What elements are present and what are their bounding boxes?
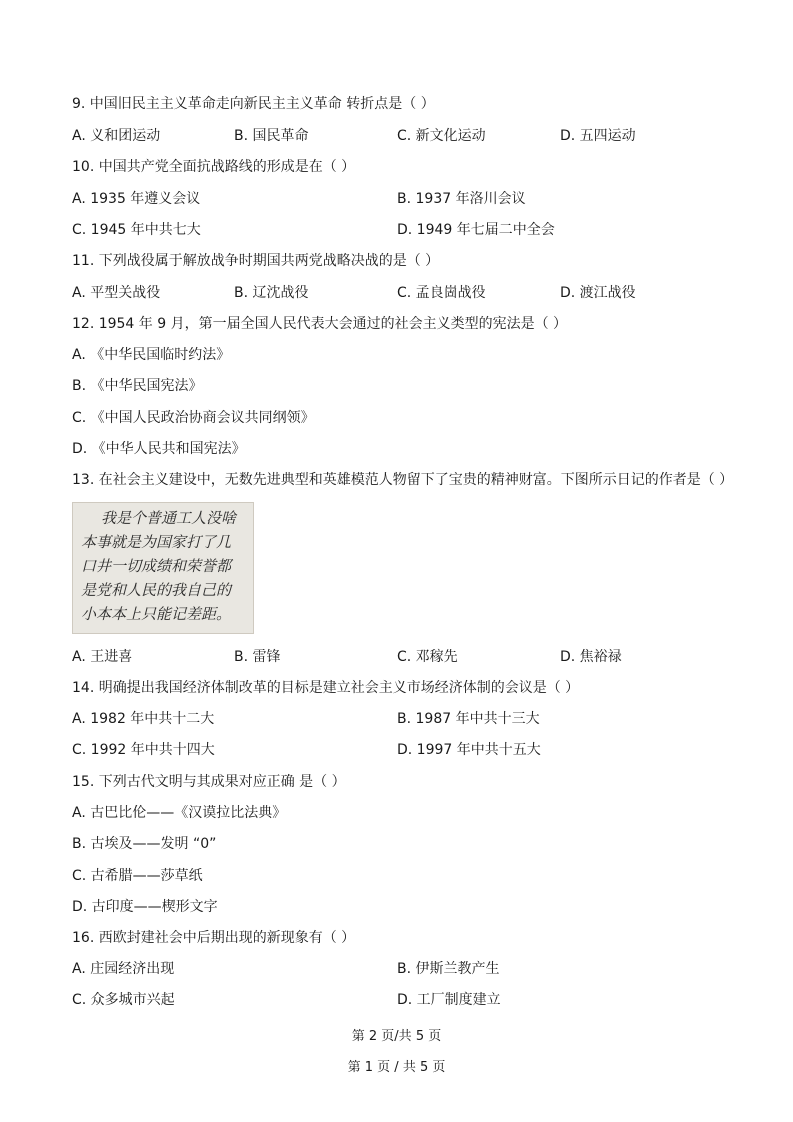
- q13-option-b: B. 雷锋: [234, 649, 281, 665]
- q11-option-b: B. 辽沈战役: [234, 285, 309, 301]
- q12-option-a: A. 《中华民国临时约法》: [72, 347, 231, 363]
- q9-option-d: D. 五四运动: [560, 128, 636, 144]
- question-14: 14. 明确提出我国经济体制改革的目标是建立社会主义市场经济体制的会议是（ ）: [72, 680, 580, 696]
- question-15: 15. 下列古代文明与其成果对应正确 是（ ）: [72, 774, 346, 790]
- diary-line-3: 口井一切成绩和荣誉都: [81, 557, 232, 575]
- q14-option-a: A. 1982 年中共十二大: [72, 711, 215, 727]
- question-12: 12. 1954 年 9 月，第一届全国人民代表大会通过的社会主义类型的宪法是（ ）: [72, 316, 568, 332]
- q10-option-a: A. 1935 年遵义会议: [72, 191, 201, 207]
- diary-line-4: 是党和人民的我自己的: [81, 581, 232, 599]
- q9-option-c: C. 新文化运动: [397, 128, 486, 144]
- question-16: 16. 西欧封建社会中后期出现的新现象有（ ）: [72, 930, 356, 946]
- q10-option-d: D. 1949 年七届二中全会: [397, 222, 555, 238]
- question-11: 11. 下列战役属于解放战争时期国共两党战略决战的是（ ）: [72, 253, 440, 269]
- diary-line-5: 小本本上只能记差距。: [81, 605, 232, 623]
- q12-option-d: D. 《中华人民共和国宪法》: [72, 441, 246, 457]
- q13-option-a: A. 王进喜: [72, 649, 133, 665]
- q16-option-b: B. 伊斯兰教产生: [397, 961, 500, 977]
- page-number-outer: 第 1 页 / 共 5 页: [347, 1060, 446, 1075]
- q15-option-b: B. 古埃及——发明 “0”: [72, 836, 217, 852]
- q12-option-c: C. 《中国人民政治协商会议共同纲领》: [72, 410, 315, 426]
- q10-option-c: C. 1945 年中共七大: [72, 222, 201, 238]
- q11-option-a: A. 平型关战役: [72, 285, 161, 301]
- q14-option-b: B. 1987 年中共十三大: [397, 711, 540, 727]
- q13-option-c: C. 邓稼先: [397, 649, 458, 665]
- page-number-inner: 第 2 页/共 5 页: [351, 1029, 442, 1044]
- diary-line-1: 我是个普通工人没啥: [101, 509, 237, 527]
- q11-option-c: C. 孟良崮战役: [397, 285, 486, 301]
- question-9: 9. 中国旧民主主义革命走向新民主主义革命 转折点是（ ）: [72, 96, 435, 112]
- question-10: 10. 中国共产党全面抗战路线的形成是在（ ）: [72, 159, 356, 175]
- q9-option-a: A. 义和团运动: [72, 128, 161, 144]
- q16-option-c: C. 众多城市兴起: [72, 992, 175, 1008]
- q14-option-d: D. 1997 年中共十五大: [397, 742, 541, 758]
- q13-option-d: D. 焦裕禄: [560, 649, 622, 665]
- q16-option-d: D. 工厂制度建立: [397, 992, 501, 1008]
- q15-option-d: D. 古印度——楔形文字: [72, 899, 218, 915]
- q15-option-c: C. 古希腊——莎草纸: [72, 868, 203, 884]
- q12-option-b: B. 《中华民国宪法》: [72, 378, 203, 394]
- q14-option-c: C. 1992 年中共十四大: [72, 742, 215, 758]
- q10-option-b: B. 1937 年洛川会议: [397, 191, 526, 207]
- diary-image: [72, 502, 254, 634]
- q11-option-d: D. 渡江战役: [560, 285, 636, 301]
- diary-handwriting: [73, 503, 253, 633]
- question-13: 13. 在社会主义建设中，无数先进典型和英雄模范人物留下了宝贵的精神财富。下图所示日记的作者是（ ）: [72, 472, 734, 488]
- q16-option-a: A. 庄园经济出现: [72, 961, 175, 977]
- diary-line-2: 本事就是为国家打了几: [81, 533, 232, 551]
- q9-option-b: B. 国民革命: [234, 128, 309, 144]
- q15-option-a: A. 古巴比伦——《汉谟拉比法典》: [72, 805, 287, 821]
